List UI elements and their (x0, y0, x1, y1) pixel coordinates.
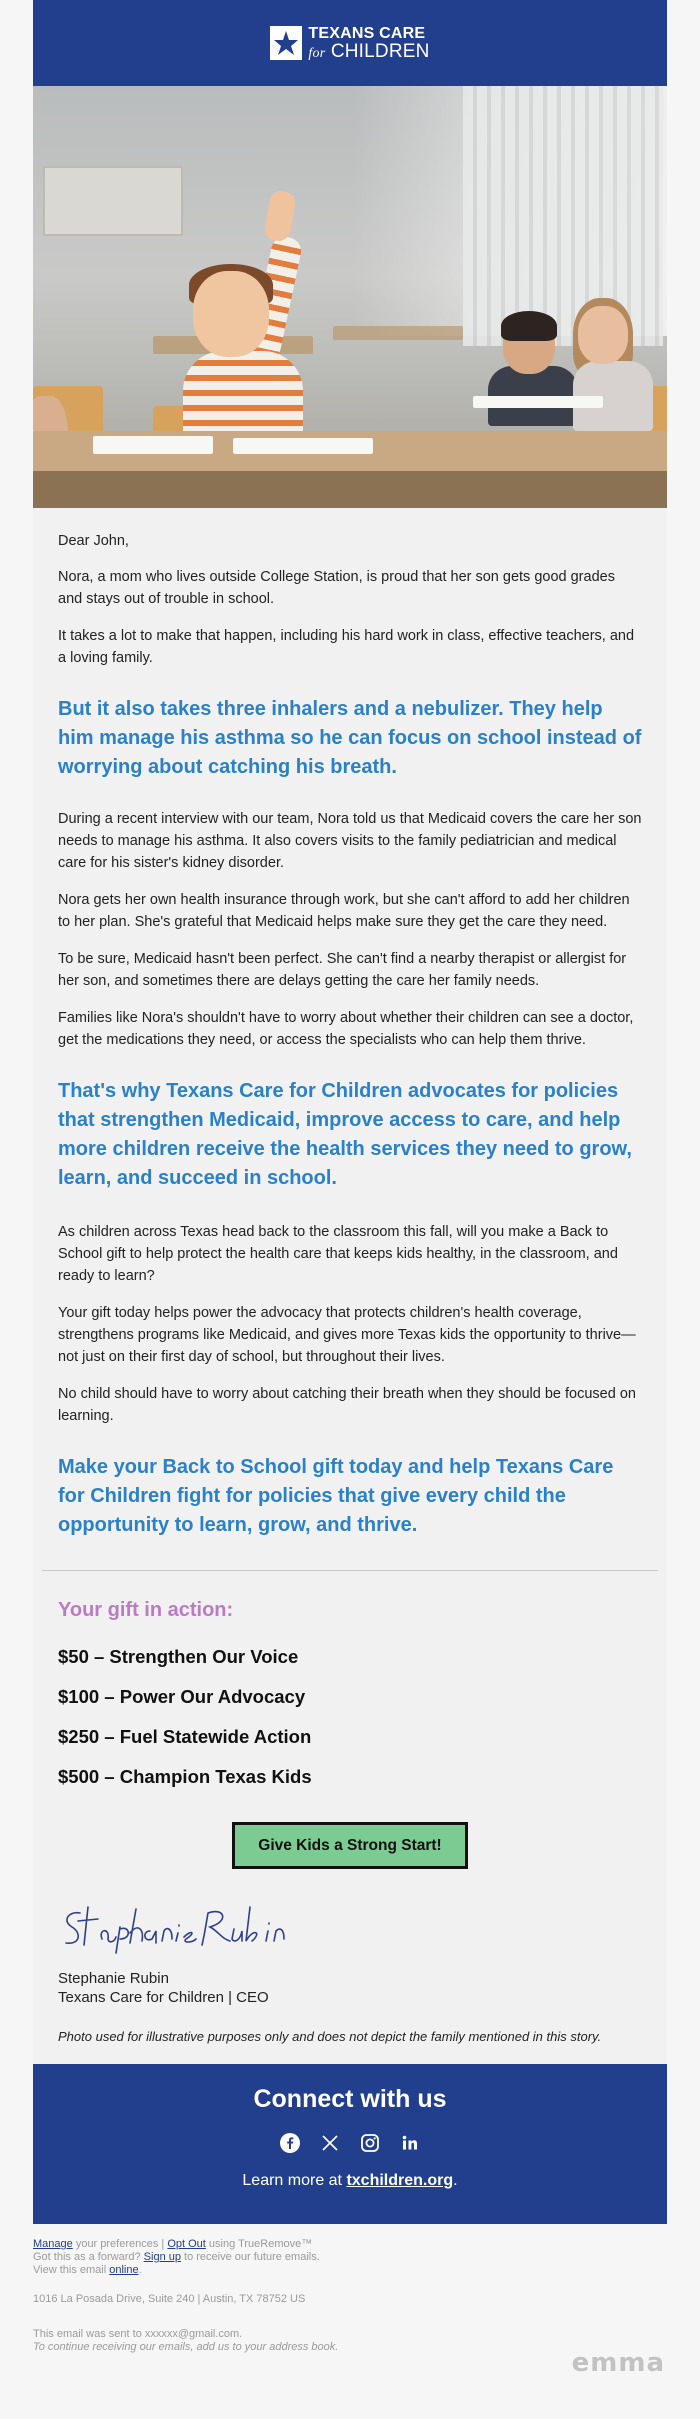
paragraph-6: Families like Nora's shouldn't have to worry about whether their children can see a doctor, get the medications they need, or access the specialists who can help them thrive. (58, 1010, 634, 1048)
paragraph-9: No child should have to worry about catching their breath when they should be focused on learning. (58, 1386, 636, 1424)
social-links (33, 2132, 667, 2154)
email-container (33, 0, 667, 2224)
preferences-line (33, 2238, 667, 2251)
manage-link[interactable]: Manage (33, 2238, 73, 2250)
learn-suffix: . (453, 2172, 458, 2189)
paragraph-2: It takes a lot to make that happen, including his hard work in class, effective teachers, and a loving family. (58, 628, 635, 666)
logo-for: for (308, 45, 326, 61)
linkedin-icon[interactable] (399, 2132, 421, 2154)
logo-line2 (308, 42, 429, 61)
callout-give-today: Make your Back to School gift today and help Texans Care for Children fight for policies that give every child the opportunity to learn, grow, and thrive. (58, 1456, 614, 1536)
greeting: Dear John, (58, 533, 129, 549)
view-text: View this email (33, 2264, 110, 2276)
learn-prefix: Learn more at (242, 2172, 347, 2189)
connect-section (33, 2064, 667, 2224)
texas-star-icon (270, 26, 302, 60)
x-icon[interactable] (319, 2132, 341, 2154)
callout-inhalers: But it also takes three inhalers and a nebulizer. They help him manage his asthma so he can focus on school instead of worrying about catching his breath. (58, 698, 642, 778)
paragraph-7: As children across Texas head back to the classroom this fall, will you make a Back to School gift to help protect the health care that keeps kids healthy, in the classroom, and ready to learn? (58, 1224, 618, 1284)
facebook-icon[interactable] (279, 2132, 301, 2154)
forward-line (33, 2251, 667, 2264)
address-book-text: To continue receiving our emails, add us to your address book. (33, 2341, 339, 2353)
gift-item-100: $100 – Power Our Advocacy (58, 1686, 306, 1707)
website-link[interactable]: txchildren.org (346, 2172, 454, 2189)
instagram-icon[interactable] (359, 2132, 381, 2154)
signer-title: Texans Care for Children | CEO (58, 1989, 269, 2006)
paragraph-8: Your gift today helps power the advocacy that protects children's health coverage, strengthens programs like Medicaid, and gives more Texas kids the opportunity to thrive—not just on their first day of school, but throughout their lives. (58, 1305, 636, 1365)
opt-out-link[interactable]: Opt Out (167, 2238, 206, 2250)
texans-care-logo[interactable] (270, 26, 429, 61)
view-online-line (33, 2264, 667, 2277)
view-suffix: . (138, 2264, 142, 2276)
logo-children: CHILDREN (330, 40, 430, 62)
header-bar (33, 0, 667, 86)
paragraph-4: Nora gets her own health insurance through work, but she can't afford to add her children to her plan. She's grateful that Medicaid helps make sure they get the care they need. (58, 892, 630, 930)
emma-logo[interactable]: emma (571, 2348, 665, 2378)
gift-item-500: $500 – Champion Texas Kids (58, 1766, 312, 1787)
gift-item-50: $50 – Strengthen Our Voice (58, 1646, 299, 1667)
sign-up-link[interactable]: Sign up (143, 2251, 181, 2263)
prefs-text: your preferences | (72, 2238, 168, 2250)
message-body (33, 508, 667, 1540)
email-footer (0, 2224, 700, 2380)
learn-more-line (33, 2172, 667, 2190)
logo-text (308, 26, 429, 61)
gift-section-title: Your gift in action: (58, 1599, 234, 1621)
give-button[interactable]: Give Kids a Strong Start! (232, 1822, 468, 1869)
paragraph-3: During a recent interview with our team, Nora told us that Medicaid covers the care her son needs to manage his asthma. It also covers visits to the family pediatrician and medical care for his sister's kidney disorder. (58, 811, 642, 871)
forward-text: Got this as a forward? (33, 2251, 144, 2263)
using-text: using TrueRemove™ (205, 2238, 313, 2250)
logo-line1: TEXANS CARE (308, 24, 426, 42)
gift-section (33, 1571, 667, 1869)
receive-text: to receive our future emails. (180, 2251, 320, 2263)
paragraph-5: To be sure, Medicaid hasn't been perfect. She can't find a nearby therapist or allergist for her son, and sometimes there are delays getting the care her family needs. (58, 951, 627, 989)
handwritten-signature (58, 1899, 308, 1955)
signer-name: Stephanie Rubin (58, 1970, 169, 1987)
paragraph-1: Nora, a mom who lives outside College Station, is proud that her son gets good grades and stays out of trouble in school. (58, 569, 615, 607)
hero-classroom-image (33, 86, 667, 508)
callout-advocacy: That's why Texans Care for Children advocates for policies that strengthen Medicaid, improve access to care, and help more children receive the health services they need to grow, learn, and succeed in school. (58, 1080, 632, 1189)
sent-to-text: This email was sent to xxxxxx@gmail.com. (33, 2328, 243, 2340)
gift-item-250: $250 – Fuel Statewide Action (58, 1726, 312, 1747)
photo-disclaimer: Photo used for illustrative purposes only and does not depict the family mentioned in this story. (58, 2029, 602, 2044)
signature-block (33, 1869, 667, 2007)
mailing-address: 1016 La Posada Drive, Suite 240 | Austin, TX 78752 US (33, 2293, 306, 2305)
view-online-link[interactable]: online (109, 2264, 139, 2276)
connect-title: Connect with us (253, 2085, 447, 2113)
